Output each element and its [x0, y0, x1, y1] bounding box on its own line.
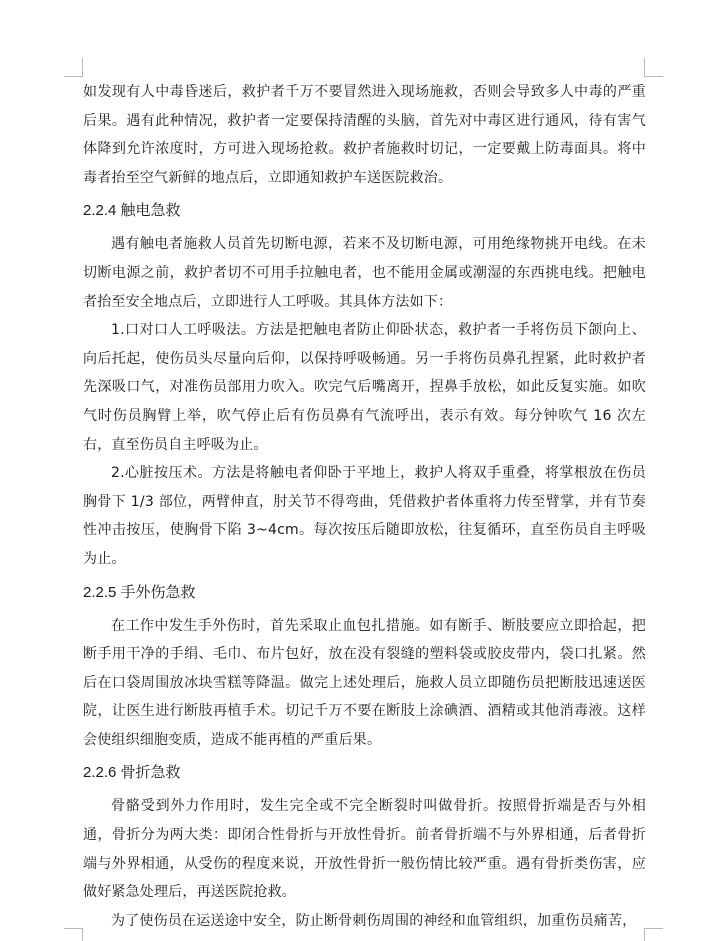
heading-fracture: 2.2.6 骨折急救 — [83, 764, 181, 782]
paragraph-mouth-to-mouth: 1.口对口人工呼吸法。方法是把触电者防止仰卧状态，救护者一手将伤员下颌向上、向后托起，使伤员头尽量向后仰，以保持呼吸畅通。另一手将伤员鼻孔捏紧，此时救护者先深吸口气，对准伤员部用力吹入。吹完气后嘴离开，捏鼻手放松，如此反复实施。如吹气时伤员胸臂上举，吹气停止后有伤员鼻有气流呼出，表示有效。每分钟吹气 16 次左右，直至伤员自主呼吸为止。 — [83, 322, 646, 453]
margin-mark-bottom-right — [644, 928, 663, 941]
margin-mark-top-right — [644, 58, 663, 77]
heading-hand-injury: 2.2.5 手外伤急救 — [83, 583, 196, 601]
margin-mark-bottom-left — [64, 928, 83, 941]
paragraph-cardiac-compression: 2.心脏按压术。方法是将触电者仰卧于平地上，救护人将双手重叠，将掌根放在伤员胸骨下 1/3 部位，两臂伸直，肘关节不得弯曲，凭借救护者体重将力传至臂掌，并有节奏性冲击按压，使胸骨下陷 3~4cm。每次按压后随即放松，往复循环，直至伤员自主呼吸为止。 — [83, 465, 646, 567]
document-body — [83, 78, 646, 935]
paragraph-fracture: 骨骼受到外力作用时，发生完全或不完全断裂时叫做骨折。按照骨折端是否与外相通，骨折分为两大类：即闭合性骨折与开放性骨折。前者骨折端不与外界相通，后者骨折端与外界相通，从受伤的程度来说，开放性骨折一般伤情比较严重。遇有骨折类伤害，应做好紧急处理后，再送医院抢救。 — [83, 798, 646, 901]
paragraph-poisoning-rescue: 如发现有人中毒昏迷后，救护者千万不要冒然进入现场施救，否则会导致多人中毒的严重后果。遇有此种情况，救护者一定要保持清醒的头脑，首先对中毒区进行通风，待有害气体降到允许浓度时，方可进入现场抢救。救护者施救时切记，一定要戴上防毒面具。将中毒者抬至空气新鲜的地点后，立即通知救护车送医院救治。 — [83, 84, 646, 186]
paragraph-electric-shock: 遇有触电者施救人员首先切断电源，若来不及切断电源，可用绝缘物挑开电线。在未切断电源之前，救护者切不可用手拉触电者，也不能用金属或潮湿的东西挑电线。把触电者抬至安全地点后，立即进行人工呼吸。其具体方法如下： — [83, 236, 646, 310]
heading-electric-shock: 2.2.4 触电急救 — [83, 202, 181, 220]
paragraph-hand-injury: 在工作中发生手外伤时，首先采取止血包扎措施。如有断手、断肢要应立即拾起，把断手用干净的手绢、毛巾、布片包好，放在没有裂缝的塑料袋或胶皮带内，袋口扎紧。然后在口袋周围放冰块雪糕等降温。做完上述处理后，施救人员立即随伤员把断肢迅速送医院，让医生进行断肢再植手术。切记千万不要在断肢上涂碘酒、酒精或其他消毒液。这样会使组织细胞变质，造成不能再植的严重后果。 — [83, 617, 646, 748]
paragraph-fracture-transport: 为了使伤员在运送途中安全，防止断骨刺伤周围的神经和血管组织，加重伤员痛苦， — [111, 912, 637, 929]
margin-mark-top-left — [64, 58, 83, 77]
